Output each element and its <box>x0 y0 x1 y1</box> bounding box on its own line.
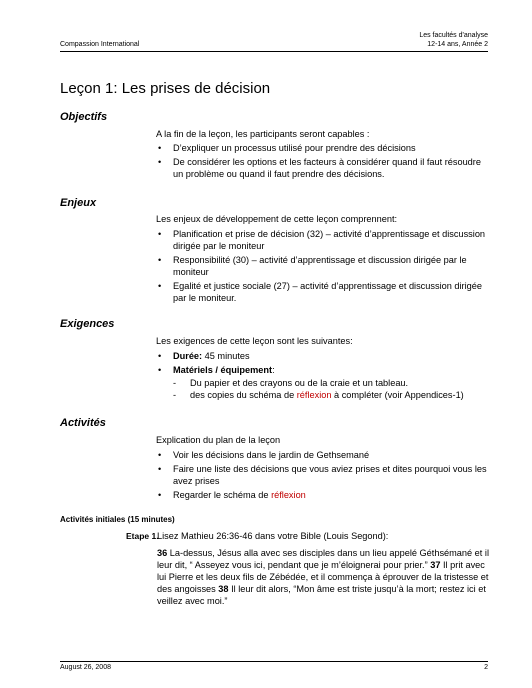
header-right-line1: Les facultés d'analyse <box>419 32 488 39</box>
activites-intro: Explication du plan de la leçon <box>156 435 281 445</box>
section-heading-activites: Activités <box>60 417 106 429</box>
dash-icon: - <box>173 378 177 388</box>
list-item: • Faire une liste des décisions que vous aviez prises et dites pourquoi vous les avez prises <box>158 464 487 486</box>
list-item: • D’expliquer un processus utilisé pour prendre des décisions <box>158 143 416 153</box>
bullet-icon: • <box>158 490 162 500</box>
dash-icon: - <box>173 390 177 400</box>
list-item: • De considérer les options et les facteurs à considérer quand il faut résoudre un problème ou quand il faut prendre des décisions. <box>158 157 481 179</box>
enjeux-list <box>156 228 491 306</box>
list-item: - Du papier et des crayons ou de la craie et un tableau. <box>173 378 409 388</box>
exigences-list <box>156 350 491 378</box>
list-item: • Egalité et justice sociale (27) – activité d’apprentissage et discussion dirigée par le moniteur. <box>158 281 482 303</box>
bullet-icon: • <box>158 351 162 361</box>
enjeux-intro: Les enjeux de développement de cette leçon comprennent: <box>156 214 398 224</box>
footer-date: August 26, 2008 <box>60 664 111 671</box>
bullet-icon: • <box>158 365 162 375</box>
bullet-icon: • <box>158 143 162 153</box>
materiels-sublist <box>173 377 491 401</box>
page-number: 2 <box>484 664 488 671</box>
header-rule <box>60 51 488 52</box>
bible-passage: 36 La-dessus, Jésus alla avec ses disciples dans un lieu appelé Géthsémané et il leur dit, “ Asseyez vous ici, pendant que je m’éloignerai pour prier.” 37 Il prit avec lui Pierre et les deux fils de Zébédée, et il commença à éprouver de la tristesse et des angoisses 38 Il leur dit alors, “Mon âme est triste jusqu’à la mort; restez ici et veillez avec moi.” <box>157 548 489 606</box>
exigences-intro: Les exigences de cette leçon sont les suivantes: <box>156 336 353 346</box>
activites-initiales-heading: Activités initiales (15 minutes) <box>60 515 175 524</box>
list-item: • Regarder le schéma de réflexion <box>158 490 306 500</box>
activites-list <box>156 449 491 503</box>
list-item: • Matériels / équipement: <box>158 365 275 375</box>
section-heading-enjeux: Enjeux <box>60 197 97 209</box>
list-item: • Responsibilité (30) – activité d’apprentissage et discussion dirigée par le moniteur <box>158 255 467 277</box>
objectifs-list <box>156 142 491 182</box>
footer-rule <box>60 661 488 662</box>
bullet-icon: • <box>158 229 162 239</box>
etape-text: Lisez Mathieu 26:36-46 dans votre Bible (Louis Segond): <box>157 531 389 541</box>
bullet-icon: • <box>158 464 162 474</box>
list-item: • Durée: 45 minutes <box>158 351 250 361</box>
list-item: • Planification et prise de décision (32) – activité d’apprentissage et discussion dirigée par le moniteur <box>158 229 486 251</box>
header-left: Compassion International <box>60 41 140 48</box>
section-heading-objectifs: Objectifs <box>60 111 108 123</box>
list-item: - des copies du schéma de réflexion à compléter (voir Appendices-1) <box>173 390 464 400</box>
bullet-icon: • <box>158 281 162 291</box>
header-right-line2: 12-14 ans, Année 2 <box>427 41 488 48</box>
section-heading-exigences: Exigences <box>60 318 115 330</box>
bullet-icon: • <box>158 157 162 167</box>
page-title: Leçon 1: Les prises de décision <box>60 80 271 97</box>
objectifs-intro: A la fin de la leçon, les participants seront capables : <box>156 129 370 139</box>
list-item: • Voir les décisions dans le jardin de Gethsemané <box>158 450 370 460</box>
bullet-icon: • <box>158 450 162 460</box>
etape-label: Etape 1. <box>126 531 159 541</box>
bullet-icon: • <box>158 255 162 265</box>
